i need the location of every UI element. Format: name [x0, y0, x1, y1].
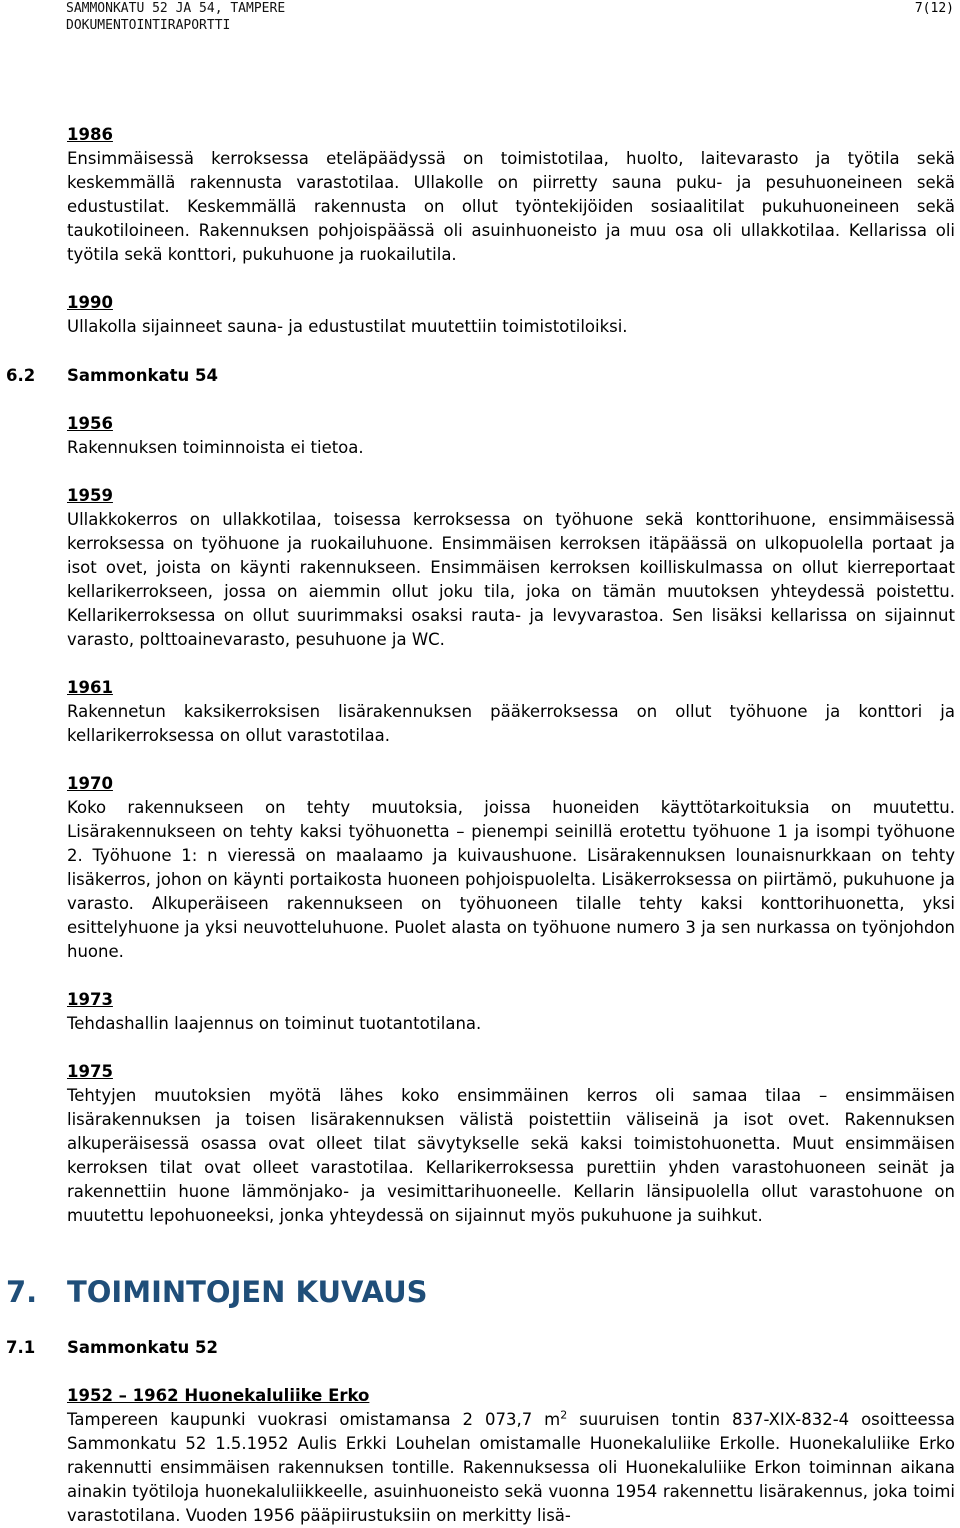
- year-heading: 1970: [67, 774, 113, 793]
- section-1959: [67, 484, 955, 652]
- year-heading: 1973: [67, 990, 113, 1009]
- section-heading: 1952 – 1962 Huonekaluliike Erko: [67, 1386, 370, 1405]
- paragraph-text-rest: suuruisen tontin 837-XIX-832-4 osoitteessa Sammonkatu 52 1.5.1952 Aulis Erkki Louhelan omistamalle Huonekaluliike Erkolle. Huonekaluliike Erko rakennutti ensimmäisen rakennuksen tontille. Rakennuksessa oli Huonekaluliike Erkon toiminnan aikana ainakin työtiloja huonekaluliikkeelle, asuinhuoneisto sekä vuonna 1954 rakennettu lisärakennus, joka toimi varastotilana. Vuoden 1956 pääpiirustuksiin on merkitty lisä-: [67, 1410, 955, 1525]
- section-1973: [67, 988, 955, 1036]
- chapter-title: TOIMINTOJEN KUVAUS: [67, 1275, 428, 1309]
- section-1970: [67, 772, 955, 964]
- superscript: 2: [560, 1408, 568, 1422]
- paragraph: Tehdashallin laajennus on toiminut tuotantotilana.: [67, 1014, 482, 1033]
- page-header: [66, 0, 285, 34]
- paragraph-text-start: Tampereen kaupunki vuokrasi omistamansa 2 073,7 m: [67, 1410, 561, 1429]
- chapter-heading: [6, 1274, 428, 1310]
- year-heading: 1975: [67, 1062, 113, 1081]
- year-heading: 1961: [67, 678, 113, 697]
- paragraph: [67, 1408, 955, 1528]
- paragraph: Tehtyjen muutoksien myötä lähes koko ensimmäinen kerros oli samaa tilaa – ensimmäisen lisärakennuksen ja toisen lisärakennuksen välistä poistettiin väliseinä ja isot ovet. Rakennuksen alkuperäisessä osassa ovat olleet tilat sävytykselle sekä kaksi toimistohuonetta. Muut ensimmäisen kerroksen tilat ovat olleet varastotilaa. Kellarikerroksessa purettiin yhden varastohuoneen seinät ja rakennettiin huone lämmönjako- ja vesimittarihuoneelle. Kellarin länsipuolella ollut varastohuone on muutettu lepohuoneeksi, jonka yhteydessä on sijainnut myös pukuhuone ja suihkut.: [67, 1086, 955, 1225]
- section-1956: [67, 412, 955, 460]
- section-erko: [67, 1384, 955, 1528]
- chapter-number: 7.: [6, 1275, 38, 1309]
- section-1990: [67, 291, 955, 339]
- year-heading: 1956: [67, 414, 113, 433]
- subsection-number: 6.2: [6, 366, 36, 385]
- paragraph: Ullakolla sijainneet sauna- ja edustustilat muutettiin toimistotiloiksi.: [67, 317, 628, 336]
- paragraph: Ensimmäisessä kerroksessa eteläpäädyssä on toimistotilaa, huolto, laitevarasto ja työtila sekä keskemmällä rakennusta varastotilaa. Ullakolle on piirretty sauna puku- ja pesuhuoneineen sekä edustustilat. Keskemmällä rakennusta on ollut työntekijöiden sosiaalitilat pukuhuoneineen sekä taukotiloineen. Rakennuksen pohjoispäässä oli asuinhuoneisto ja muu osa oli ullakkotilaa. Kellarissa oli työtila sekä konttori, pukuhuone ja ruokailutila.: [67, 149, 955, 264]
- paragraph: Rakennetun kaksikerroksisen lisärakennuksen pääkerroksessa on ollut työhuone ja konttori ja kellarikerroksessa on ollut varastotilaa.: [67, 702, 955, 745]
- subsection-title: Sammonkatu 52: [67, 1338, 218, 1357]
- year-heading: 1986: [67, 125, 113, 144]
- paragraph: Ullakkokerros on ullakkotilaa, toisessa kerroksessa on työhuone sekä konttorihuone, ensimmäisessä kerroksessa on työhuone ja ruokailuhuone. Ensimmäisen kerroksen itäpäässä on ulkopuolella portaat ja isot ovet, joista on käynti rakennukseen. Ensimmäisen kerroksen koilliskulmassa on ollut kierreportaat kellarikerrokseen, jossa on aiemmin ollut joku tila, joka on tämän muutoksen yhteydessä poistettu. Kellarikerroksessa on ollut suurimmaksi osaksi rauta- ja levyvarastoa. Sen lisäksi kellarissa on sijainnut varasto, polttoainevarasto, pesuhuone ja WC.: [67, 510, 955, 649]
- subsection-title: Sammonkatu 54: [67, 366, 218, 385]
- paragraph: Rakennuksen toiminnoista ei tietoa.: [67, 438, 364, 457]
- year-heading: 1959: [67, 486, 113, 505]
- header-title: SAMMONKATU 52 JA 54, TAMPERE: [66, 1, 286, 16]
- section-1975: [67, 1060, 955, 1228]
- header-subtitle: DOKUMENTOINTIRAPORTTI: [66, 18, 231, 33]
- section-1961: [67, 676, 955, 748]
- subsection-number: 7.1: [6, 1338, 36, 1357]
- page-number: 7(12): [914, 1, 954, 16]
- paragraph: Koko rakennukseen on tehty muutoksia, joissa huoneiden käyttötarkoituksia on muutettu. Lisärakennukseen on tehty kaksi työhuonetta – pienempi seinillä erotettu työhuone 1 ja isompi työhuone 2. Työhuone 1: n vieressä on maalaamo ja kuivaushuone. Lisärakennuksen lounaisnurkkaan on tehty lisäkerros, johon on käynti portaikosta huoneen pohjoispuolelta. Lisäkerroksessa on piirtämö, pukuhuone ja varasto. Alkuperäiseen rakennukseen on työhuoneen tilalle tehty kaksi konttorihuonetta, yksi esittelyhuone ja yksi neuvotteluhuone. Puolet alasta on työhuone numero 3 ja sen nurkassa on työnjohdon huone.: [67, 798, 955, 961]
- year-heading: 1990: [67, 293, 113, 312]
- section-1986: [67, 123, 955, 267]
